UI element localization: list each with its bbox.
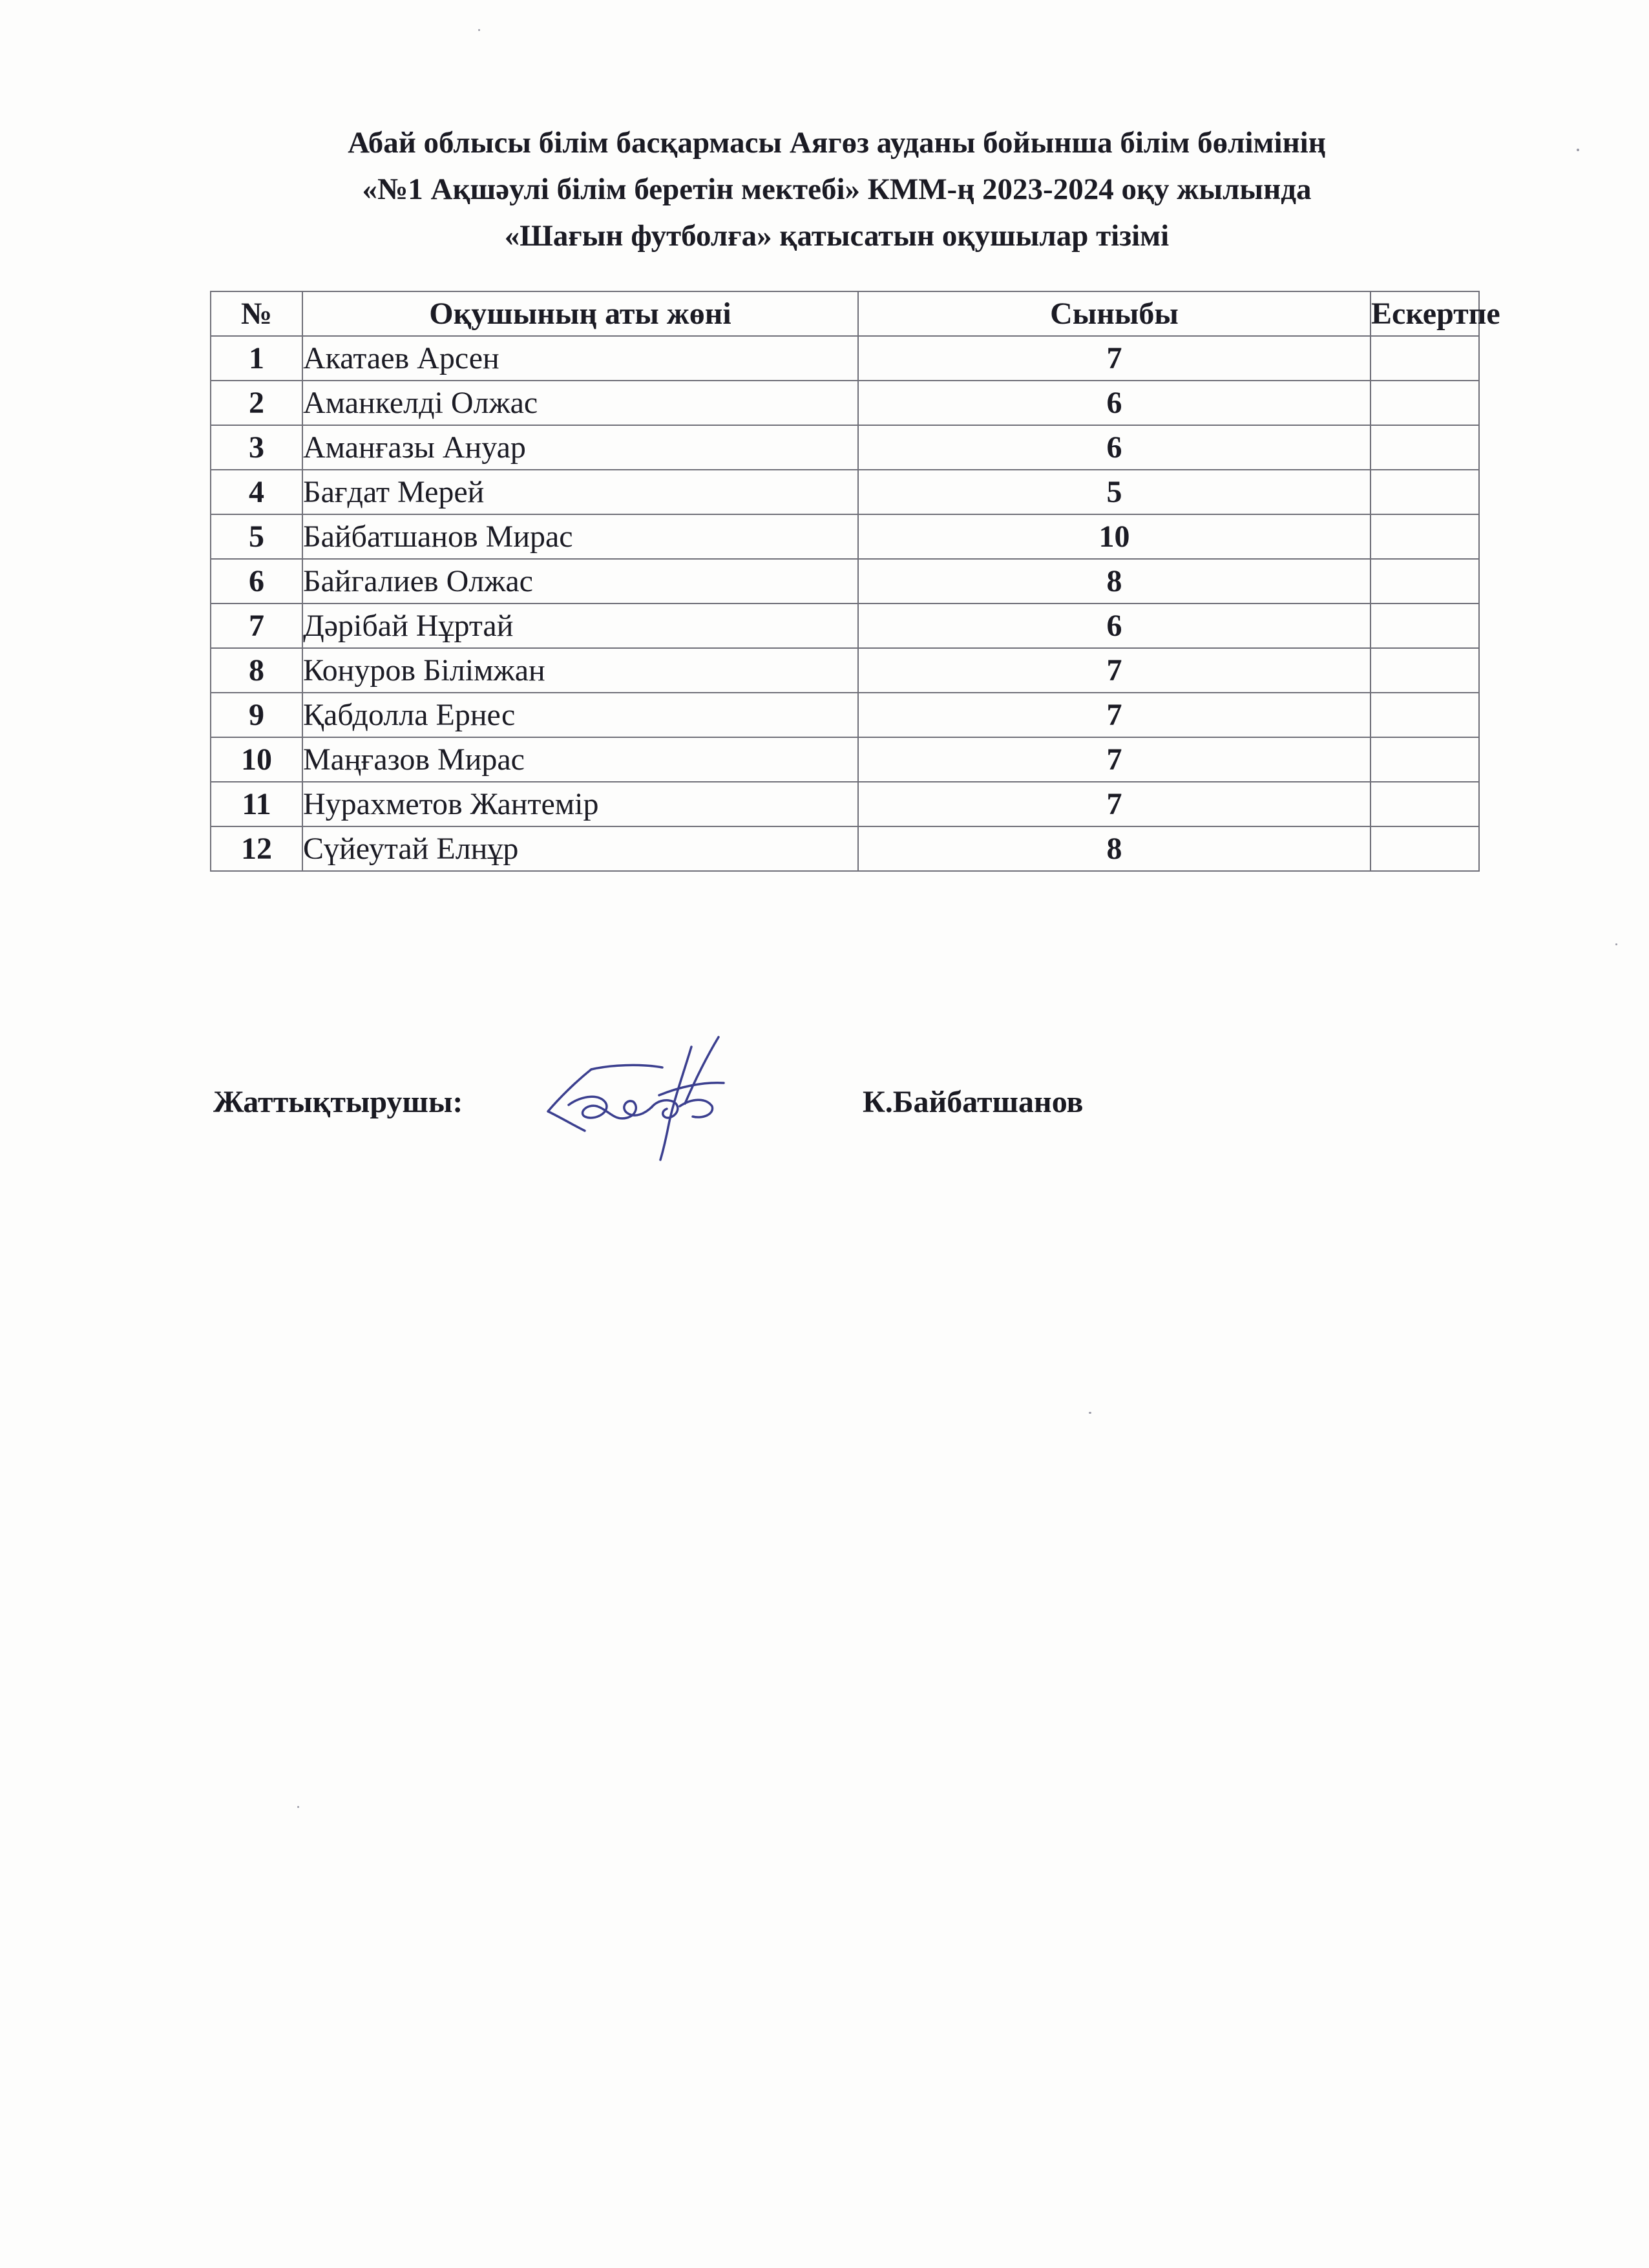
- table-row: [211, 693, 1479, 737]
- student-list-table: [210, 291, 1500, 872]
- table-row: [211, 782, 1479, 826]
- student-name: Байгалиев Олжас: [302, 559, 858, 604]
- table-row: [211, 737, 1479, 782]
- row-number: 11: [211, 782, 302, 826]
- row-number: 10: [211, 737, 302, 782]
- signature-block: [213, 1034, 1441, 1176]
- title-line-2: «№1 Ақшәулі білім беретін мектебі» КММ-ң 2023-2024 оқу жылында: [362, 173, 1312, 206]
- table-row: [211, 381, 1479, 425]
- row-number: 8: [211, 648, 302, 693]
- table-row: [211, 604, 1479, 648]
- scan-speck: [478, 29, 480, 31]
- header-note: Ескертпе: [1371, 291, 1479, 336]
- student-name: Бағдат Мерей: [302, 470, 858, 514]
- table-row: [211, 470, 1479, 514]
- student-note: [1371, 336, 1479, 381]
- student-grade: 7: [858, 336, 1371, 381]
- row-number: 7: [211, 604, 302, 648]
- title-line-3: «Шағын футболға» қатысатын оқушылар тізімі: [504, 219, 1170, 253]
- header-grade: Сыныбы: [858, 291, 1371, 336]
- row-number: 12: [211, 826, 302, 871]
- table-row: [211, 425, 1479, 470]
- student-note: [1371, 826, 1479, 871]
- row-number: 3: [211, 425, 302, 470]
- student-name: Аманкелді Олжас: [302, 381, 858, 425]
- student-name: Байбатшанов Мирас: [302, 514, 858, 559]
- student-grade: 7: [858, 648, 1371, 693]
- student-note: [1371, 648, 1479, 693]
- table-row: [211, 648, 1479, 693]
- student-name: Қабдолла Ернес: [302, 693, 858, 737]
- coach-name: К.Байбатшанов: [863, 1085, 1084, 1119]
- student-grade: 7: [858, 693, 1371, 737]
- student-grade: 8: [858, 559, 1371, 604]
- scan-speck: [1615, 943, 1617, 945]
- row-number: 4: [211, 470, 302, 514]
- row-number: 5: [211, 514, 302, 559]
- document-title: [194, 120, 1480, 259]
- student-name: Акатаев Арсен: [302, 336, 858, 381]
- table-row: [211, 826, 1479, 871]
- row-number: 9: [211, 693, 302, 737]
- student-note: [1371, 514, 1479, 559]
- header-student-name: Оқушының аты жөні: [302, 291, 858, 336]
- student-name: Дәрібай Нұртай: [302, 604, 858, 648]
- table-header-row: [211, 291, 1479, 336]
- student-name: Аманғазы Ануар: [302, 425, 858, 470]
- row-number: 2: [211, 381, 302, 425]
- student-note: [1371, 559, 1479, 604]
- table-row: [211, 336, 1479, 381]
- row-number: 6: [211, 559, 302, 604]
- coach-label: Жаттықтырушы:: [213, 1085, 463, 1119]
- student-grade: 7: [858, 782, 1371, 826]
- student-note: [1371, 425, 1479, 470]
- scan-speck: [1089, 1412, 1091, 1414]
- title-line-1: Абай облысы білім басқармасы Аягөз ауданы бойынша білім бөлімінің: [348, 126, 1326, 160]
- table-row: [211, 514, 1479, 559]
- student-name: Нурахметов Жантемір: [302, 782, 858, 826]
- student-grade: 8: [858, 826, 1371, 871]
- student-name: Сүйеутай Елнұр: [302, 826, 858, 871]
- student-grade: 6: [858, 425, 1371, 470]
- table-row: [211, 559, 1479, 604]
- student-grade: 5: [858, 470, 1371, 514]
- row-number: 1: [211, 336, 302, 381]
- student-grade: 10: [858, 514, 1371, 559]
- student-grade: 7: [858, 737, 1371, 782]
- student-name: Маңғазов Мирас: [302, 737, 858, 782]
- student-note: [1371, 604, 1479, 648]
- student-note: [1371, 693, 1479, 737]
- student-name: Конуров Білімжан: [302, 648, 858, 693]
- student-note: [1371, 381, 1479, 425]
- student-note: [1371, 470, 1479, 514]
- student-note: [1371, 737, 1479, 782]
- student-note: [1371, 782, 1479, 826]
- handwritten-signature: [530, 1034, 750, 1163]
- scan-speck: [297, 1806, 299, 1808]
- header-number: №: [211, 291, 302, 336]
- student-grade: 6: [858, 381, 1371, 425]
- scan-speck: [1577, 149, 1579, 151]
- student-grade: 6: [858, 604, 1371, 648]
